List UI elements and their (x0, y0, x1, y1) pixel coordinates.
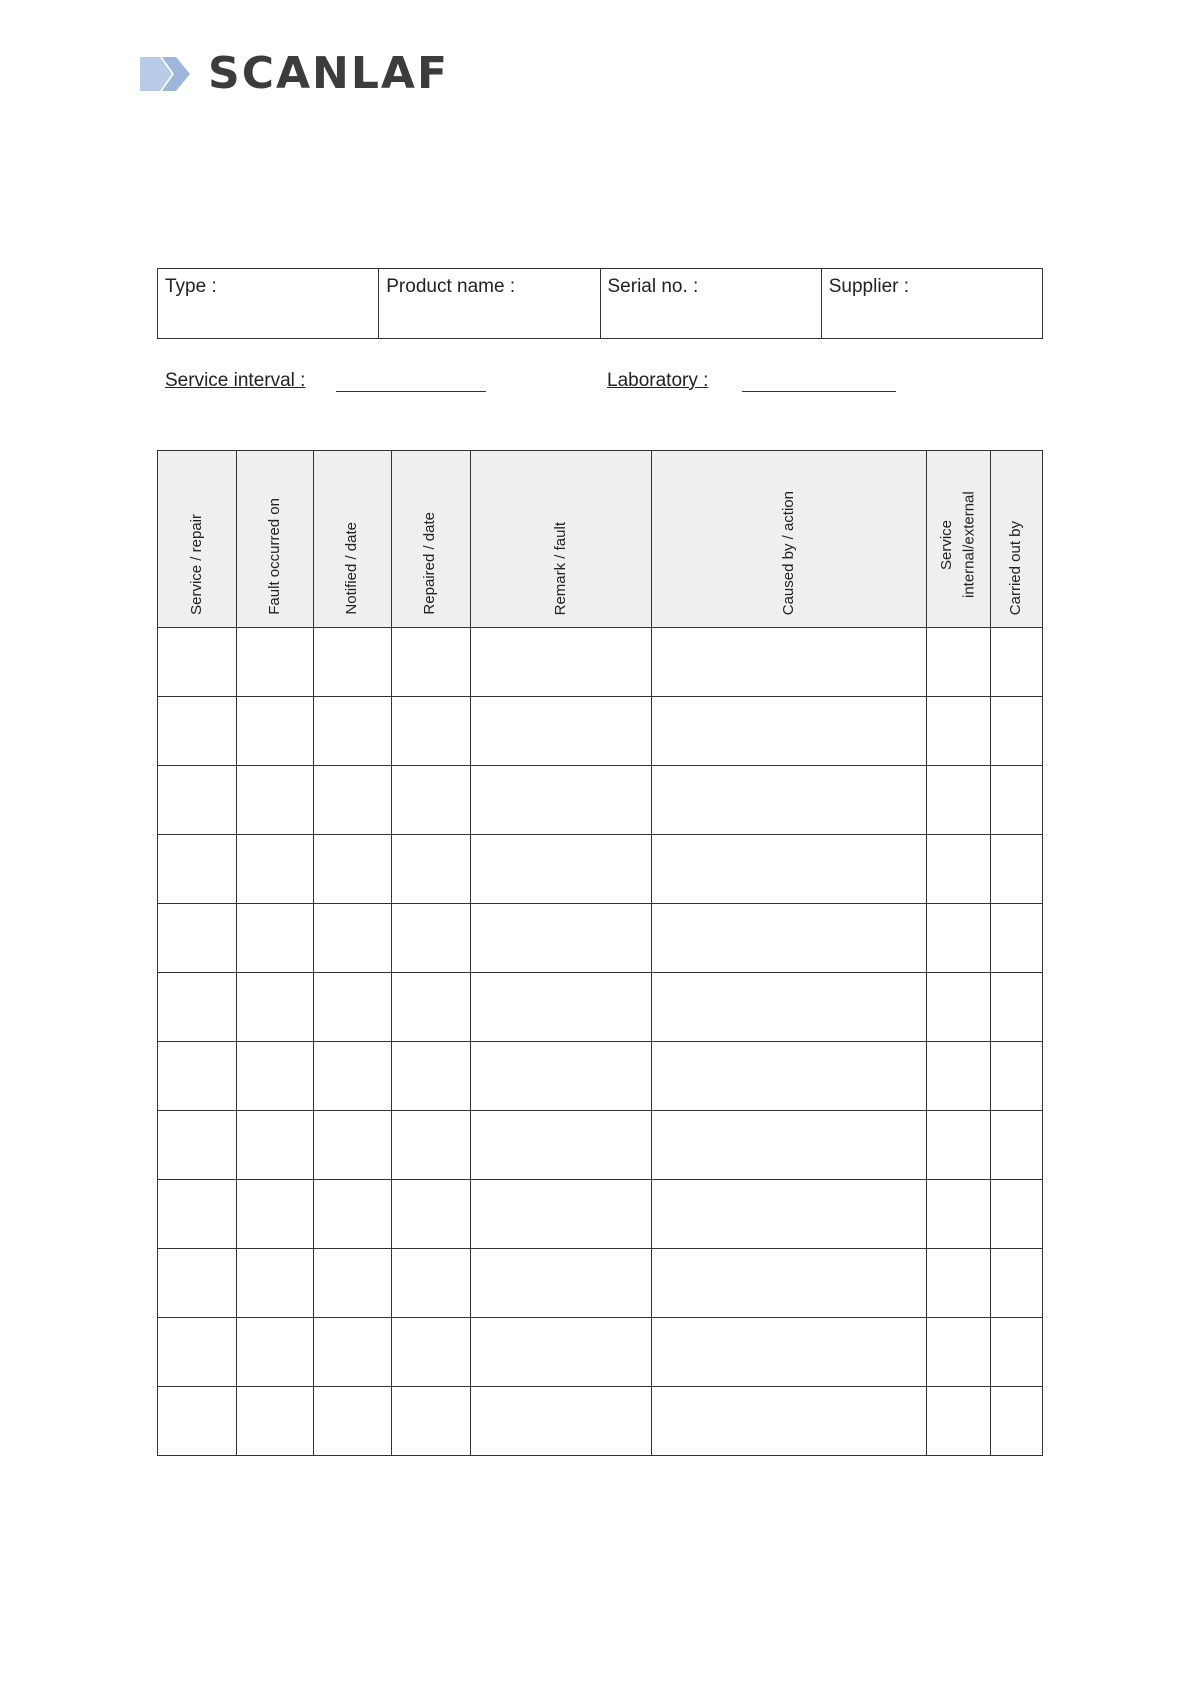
table-cell[interactable] (990, 628, 1042, 697)
col-service-internal-external: Service internal/external (937, 491, 978, 599)
table-cell[interactable] (652, 1318, 927, 1387)
supplier-field[interactable] (821, 269, 1042, 339)
col-header (470, 451, 652, 628)
table-cell[interactable] (990, 904, 1042, 973)
table-cell[interactable] (652, 628, 927, 697)
table-cell[interactable] (652, 1111, 927, 1180)
table-cell[interactable] (470, 1111, 652, 1180)
table-cell[interactable] (236, 697, 313, 766)
table-cell[interactable] (158, 1387, 237, 1456)
table-cell[interactable] (990, 697, 1042, 766)
table-cell[interactable] (158, 697, 237, 766)
table-cell[interactable] (236, 1111, 313, 1180)
col-header (236, 451, 313, 628)
table-cell[interactable] (652, 766, 927, 835)
table-cell[interactable] (470, 697, 652, 766)
table-cell[interactable] (470, 904, 652, 973)
product-name-field[interactable] (379, 269, 600, 339)
table-cell[interactable] (391, 973, 470, 1042)
table-cell[interactable] (990, 1387, 1042, 1456)
table-cell[interactable] (158, 1111, 237, 1180)
table-row (158, 1042, 1043, 1111)
table-cell[interactable] (652, 1180, 927, 1249)
logo-text: SCANLAF (208, 48, 450, 99)
table-cell[interactable] (158, 766, 237, 835)
table-cell[interactable] (313, 1318, 391, 1387)
table-cell[interactable] (158, 1042, 237, 1111)
table-cell[interactable] (652, 904, 927, 973)
table-cell[interactable] (236, 835, 313, 904)
table-cell[interactable] (470, 1180, 652, 1249)
col-caused-by-action: Caused by / action (779, 490, 797, 615)
service-interval-input[interactable] (336, 373, 486, 392)
table-cell[interactable] (391, 1387, 470, 1456)
table-cell[interactable] (236, 973, 313, 1042)
table-cell[interactable] (927, 628, 991, 697)
table-row (158, 1318, 1043, 1387)
table-row (158, 973, 1043, 1042)
table-cell[interactable] (236, 1318, 313, 1387)
table-cell[interactable] (313, 766, 391, 835)
table-cell[interactable] (158, 628, 237, 697)
table-cell[interactable] (927, 1249, 991, 1318)
table-cell[interactable] (391, 1249, 470, 1318)
service-interval-label: Service interval : (165, 370, 306, 391)
table-cell[interactable] (236, 1180, 313, 1249)
table-cell[interactable] (391, 904, 470, 973)
col-header (391, 451, 470, 628)
type-label: Type : (165, 276, 217, 297)
header-row (158, 451, 1043, 628)
table-cell[interactable] (236, 766, 313, 835)
table-cell[interactable] (391, 1111, 470, 1180)
table-cell[interactable] (470, 1387, 652, 1456)
table-cell[interactable] (391, 1318, 470, 1387)
table-cell[interactable] (652, 1249, 927, 1318)
table-cell[interactable] (236, 1249, 313, 1318)
table-cell[interactable] (927, 835, 991, 904)
table-cell[interactable] (927, 766, 991, 835)
service-interval-row (165, 370, 486, 392)
table-cell[interactable] (313, 1387, 391, 1456)
col-remark-fault: Remark / fault (551, 521, 569, 615)
table-cell[interactable] (470, 766, 652, 835)
col-header (990, 451, 1042, 628)
col-header (927, 451, 991, 628)
table-cell[interactable] (391, 697, 470, 766)
scanlaf-logo (140, 48, 450, 99)
table-cell[interactable] (652, 973, 927, 1042)
col-header (158, 451, 237, 628)
col-notified-date: Notified / date (343, 522, 361, 615)
col-carried-out-by: Carried out by (1007, 520, 1025, 615)
table-cell[interactable] (470, 835, 652, 904)
table-cell[interactable] (470, 1042, 652, 1111)
table-cell[interactable] (391, 1180, 470, 1249)
table-cell[interactable] (927, 1318, 991, 1387)
table-cell[interactable] (470, 1318, 652, 1387)
table-cell[interactable] (990, 1318, 1042, 1387)
table-cell[interactable] (313, 697, 391, 766)
table-cell[interactable] (313, 904, 391, 973)
table-cell[interactable] (990, 973, 1042, 1042)
table-cell[interactable] (652, 1042, 927, 1111)
table-cell[interactable] (927, 1180, 991, 1249)
table-cell[interactable] (470, 973, 652, 1042)
table-cell[interactable] (313, 1111, 391, 1180)
double-chevron-icon (140, 55, 196, 93)
table-cell[interactable] (313, 835, 391, 904)
table-cell[interactable] (158, 1318, 237, 1387)
col-header (313, 451, 391, 628)
table-cell[interactable] (990, 835, 1042, 904)
service-log-table (157, 450, 1043, 1456)
table-cell[interactable] (927, 904, 991, 973)
table-row (158, 835, 1043, 904)
laboratory-label: Laboratory : (607, 370, 709, 391)
log-body (158, 628, 1043, 1456)
table-cell[interactable] (236, 1387, 313, 1456)
table-cell[interactable] (652, 835, 927, 904)
table-row (158, 1387, 1043, 1456)
table-cell[interactable] (652, 1387, 927, 1456)
table-cell[interactable] (990, 1111, 1042, 1180)
table-cell[interactable] (470, 1249, 652, 1318)
table-cell[interactable] (313, 973, 391, 1042)
info-table (157, 268, 1043, 339)
col-fault-occurred-on: Fault occurred on (265, 498, 283, 615)
table-row (158, 628, 1043, 697)
type-field[interactable] (158, 269, 379, 339)
table-cell[interactable] (158, 1249, 237, 1318)
table-cell[interactable] (652, 697, 927, 766)
table-row (158, 697, 1043, 766)
table-cell[interactable] (927, 1111, 991, 1180)
table-cell[interactable] (236, 904, 313, 973)
laboratory-row (607, 370, 896, 392)
table-cell[interactable] (927, 1042, 991, 1111)
table-cell[interactable] (990, 766, 1042, 835)
table-cell[interactable] (158, 904, 237, 973)
table-cell[interactable] (313, 1249, 391, 1318)
table-cell[interactable] (158, 1180, 237, 1249)
table-cell[interactable] (158, 835, 237, 904)
col-header (652, 451, 927, 628)
laboratory-input[interactable] (742, 373, 896, 392)
table-row (158, 1249, 1043, 1318)
table-cell[interactable] (990, 1249, 1042, 1318)
table-cell[interactable] (158, 973, 237, 1042)
serial-no-field[interactable] (600, 269, 821, 339)
table-row (158, 1180, 1043, 1249)
table-cell[interactable] (927, 697, 991, 766)
col-repaired-date: Repaired / date (421, 512, 439, 615)
table-cell[interactable] (313, 628, 391, 697)
table-cell[interactable] (990, 1180, 1042, 1249)
table-cell[interactable] (391, 835, 470, 904)
product-name-label: Product name : (386, 276, 516, 297)
table-cell[interactable] (313, 1042, 391, 1111)
col-service-repair: Service / repair (187, 514, 205, 615)
serial-no-label: Serial no. : (607, 276, 699, 297)
supplier-label: Supplier : (828, 276, 910, 297)
table-cell[interactable] (470, 628, 652, 697)
table-cell[interactable] (990, 1042, 1042, 1111)
table-cell[interactable] (927, 1387, 991, 1456)
table-cell[interactable] (391, 1042, 470, 1111)
table-cell[interactable] (236, 1042, 313, 1111)
table-row (158, 1111, 1043, 1180)
table-cell[interactable] (927, 973, 991, 1042)
table-row (158, 766, 1043, 835)
table-cell[interactable] (391, 766, 470, 835)
table-row (158, 904, 1043, 973)
table-cell[interactable] (313, 1180, 391, 1249)
table-cell[interactable] (391, 628, 470, 697)
table-cell[interactable] (236, 628, 313, 697)
